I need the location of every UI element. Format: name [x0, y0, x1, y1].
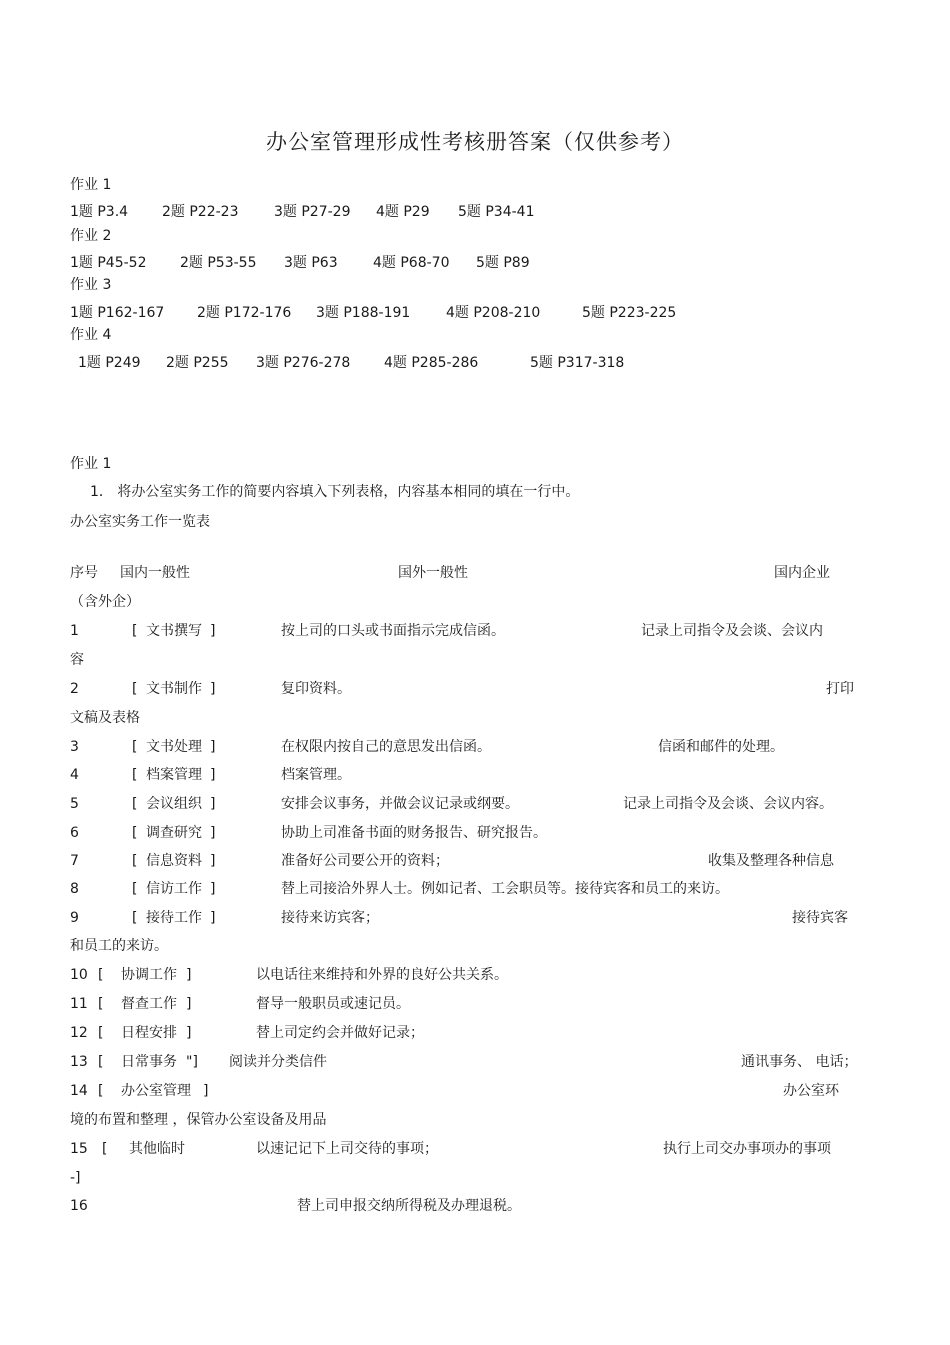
summary-item: 1题 P45-52	[70, 255, 147, 271]
summary-item: 5题 P89	[476, 255, 530, 271]
row-domestic: 通讯事务、 电话；	[741, 1054, 858, 1070]
row-no: 7	[70, 853, 79, 869]
summary-item: 1题 P162-167	[70, 305, 165, 321]
row-foreign: 接待来访宾客；	[281, 910, 379, 926]
row-foreign: 在权限内按自己的意思发出信函。	[281, 739, 491, 755]
row-bracket-open: [	[98, 1083, 104, 1099]
row-wrap: 容	[70, 652, 84, 668]
row-foreign: 替上司申报交纳所得税及办理退税。	[297, 1198, 521, 1214]
row-no: 15	[70, 1141, 88, 1157]
row-foreign: 替上司接洽外界人士。例如记者、工会职员等。接待宾客和员工的来访。	[281, 881, 729, 897]
row-bracket-open: [	[132, 853, 138, 869]
section-heading: 作业 1	[70, 456, 112, 472]
row-foreign: 督导一般职员或速记员。	[256, 996, 410, 1012]
row-foreign: 以速记记下上司交待的事项；	[256, 1141, 438, 1157]
summary-item: 4题 P29	[376, 204, 430, 220]
row-foreign: 阅读并分类信件	[229, 1054, 327, 1070]
row-category: 接待工作	[146, 910, 202, 926]
row-wrap: -]	[70, 1170, 81, 1186]
summary-item: 3题 P276-278	[256, 355, 351, 371]
row-no: 6	[70, 825, 79, 841]
row-bracket-close: ]	[210, 623, 216, 639]
row-foreign: 替上司定约会并做好记录；	[256, 1025, 424, 1041]
header-domestic-enterprise: 国内企业	[774, 565, 830, 581]
summary-heading-3: 作业 3	[70, 277, 112, 293]
row-no: 13	[70, 1054, 88, 1070]
summary-heading-1: 作业 1	[70, 177, 112, 193]
row-category: 日常事务	[121, 1054, 177, 1070]
row-bracket-open: [	[98, 996, 104, 1012]
row-bracket-open: [	[98, 1025, 104, 1041]
row-domestic: 打印	[826, 681, 854, 697]
row-domestic: 记录上司指令及会谈、会议内容。	[623, 796, 833, 812]
row-bracket-close: ]	[210, 767, 216, 783]
row-domestic: 收集及整理各种信息	[708, 853, 834, 869]
row-bracket-close: ]	[210, 796, 216, 812]
row-category: 调查研究	[146, 825, 202, 841]
row-no: 5	[70, 796, 79, 812]
row-category: 文书撰写	[146, 623, 202, 639]
row-foreign: 以电话往来维持和外界的良好公共关系。	[256, 967, 508, 983]
row-no: 4	[70, 767, 79, 783]
row-foreign: 按上司的口头或书面指示完成信函。	[281, 623, 505, 639]
row-bracket-open: [	[132, 623, 138, 639]
row-no: 11	[70, 996, 88, 1012]
row-category: 其他临时	[129, 1141, 185, 1157]
row-no: 14	[70, 1083, 88, 1099]
summary-item: 1题 P3.4	[70, 204, 129, 220]
row-no: 2	[70, 681, 79, 697]
row-bracket-close: ]	[210, 681, 216, 697]
row-foreign: 准备好公司要公开的资料；	[281, 853, 449, 869]
row-category: 信访工作	[146, 881, 202, 897]
row-category: 档案管理	[146, 767, 202, 783]
question-text: 1． 将办公室实务工作的简要内容填入下列表格，内容基本相同的填在一行中。	[90, 484, 580, 500]
summary-heading-4: 作业 4	[70, 327, 112, 343]
row-no: 12	[70, 1025, 88, 1041]
row-bracket-close: ]	[210, 910, 216, 926]
row-bracket-open: [	[132, 825, 138, 841]
row-bracket-close: ]	[210, 739, 216, 755]
row-category: 督查工作	[121, 996, 177, 1012]
row-no: 16	[70, 1198, 88, 1214]
row-bracket-close: ]	[186, 967, 192, 983]
row-domestic: 接待宾客	[792, 910, 848, 926]
summary-heading-2: 作业 2	[70, 228, 112, 244]
row-bracket-close: ]	[210, 881, 216, 897]
row-foreign: 档案管理。	[281, 767, 351, 783]
row-bracket-close: ]	[210, 853, 216, 869]
summary-item: 2题 P53-55	[180, 255, 257, 271]
row-bracket-open: [	[132, 910, 138, 926]
summary-item: 5题 P317-318	[530, 355, 625, 371]
row-wrap: 文稿及表格	[70, 710, 140, 726]
summary-item: 2题 P255	[166, 355, 229, 371]
row-bracket-open: [	[132, 796, 138, 812]
row-bracket-close: ]	[210, 825, 216, 841]
row-wrap: 境的布置和整理 ，保管办公室设备及用品	[70, 1112, 327, 1128]
row-category: 文书处理	[146, 739, 202, 755]
summary-item: 4题 P68-70	[373, 255, 450, 271]
header-foreign-general: 国外一般性	[398, 565, 468, 581]
row-category: 日程安排	[121, 1025, 177, 1041]
row-foreign: 复印资料。	[281, 681, 351, 697]
row-category: 信息资料	[146, 853, 202, 869]
row-wrap: 和员工的来访。	[70, 938, 168, 954]
row-bracket-open: [	[132, 739, 138, 755]
row-bracket-close: ]	[186, 1025, 192, 1041]
summary-item: 5题 P34-41	[458, 204, 535, 220]
row-bracket-open: [	[102, 1141, 108, 1157]
summary-item: 4题 P285-286	[384, 355, 479, 371]
row-category: 协调工作	[121, 967, 177, 983]
summary-item: 3题 P63	[284, 255, 338, 271]
row-category: 会议组织	[146, 796, 202, 812]
row-no: 9	[70, 910, 79, 926]
row-bracket-close: "]	[186, 1054, 198, 1070]
row-category: 文书制作	[146, 681, 202, 697]
row-bracket-open: [	[132, 881, 138, 897]
summary-item: 1题 P249	[78, 355, 141, 371]
row-bracket-open: [	[98, 967, 104, 983]
summary-item: 5题 P223-225	[582, 305, 677, 321]
row-foreign: 协助上司准备书面的财务报告、研究报告。	[281, 825, 547, 841]
summary-item: 2题 P22-23	[162, 204, 239, 220]
row-no: 8	[70, 881, 79, 897]
row-domestic: 办公室环	[783, 1083, 839, 1099]
row-bracket-close: ]	[203, 1083, 209, 1099]
row-no: 3	[70, 739, 79, 755]
row-bracket-open: [	[132, 767, 138, 783]
row-bracket-open: [	[132, 681, 138, 697]
header-domestic-general: 国内一般性	[120, 565, 190, 581]
header-no: 序号	[70, 565, 98, 581]
table-title: 办公室实务工作一览表	[70, 514, 210, 530]
row-domestic: 信函和邮件的处理。	[658, 739, 784, 755]
page-title: 办公室管理形成性考核册答案（仅供参考）	[266, 130, 684, 154]
row-category: 办公室管理	[121, 1083, 191, 1099]
row-no: 1	[70, 623, 79, 639]
summary-item: 2题 P172-176	[197, 305, 292, 321]
row-no: 10	[70, 967, 88, 983]
row-bracket-open: [	[98, 1054, 104, 1070]
header-domestic-enterprise-cont: （含外企）	[70, 594, 140, 610]
summary-item: 3题 P27-29	[274, 204, 351, 220]
row-bracket-close: ]	[186, 996, 192, 1012]
row-foreign: 安排会议事务，并做会议记录或纲要。	[281, 796, 519, 812]
summary-item: 3题 P188-191	[316, 305, 411, 321]
row-domestic: 执行上司交办事项办的事项	[663, 1141, 831, 1157]
row-domestic: 记录上司指令及会谈、会议内	[641, 623, 823, 639]
summary-item: 4题 P208-210	[446, 305, 541, 321]
